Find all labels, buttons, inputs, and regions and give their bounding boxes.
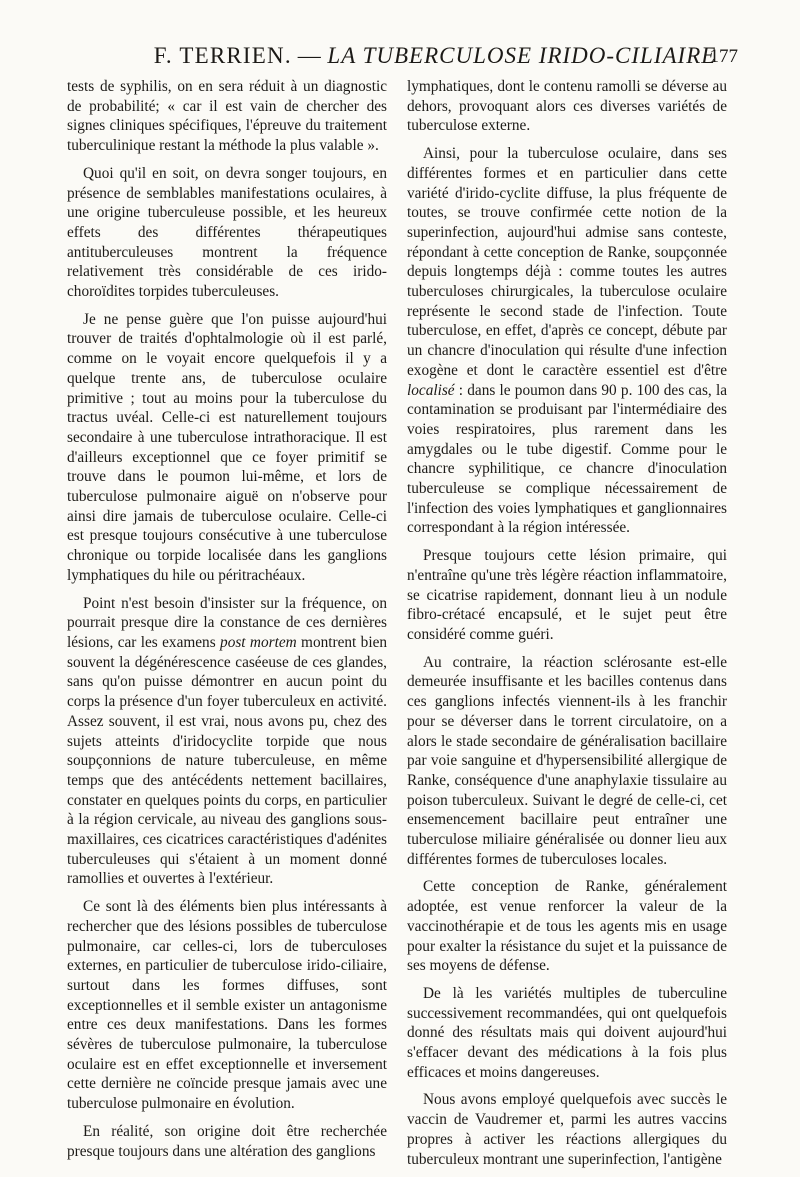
header-subject: LA TUBERCULOSE IRIDO-CILIAIRE <box>327 43 717 68</box>
running-title <box>145 43 725 69</box>
left-paragraph-4-emphasis: post mortem <box>220 633 297 651</box>
left-paragraph-6: En réalité, son origine doit être recherchée presque toujours dans une altération des ganglions <box>67 1122 387 1160</box>
left-column <box>67 77 387 1169</box>
header-author: F. TERRIEN. <box>153 43 292 68</box>
right-paragraph-5: Cette conception de Ranke, généralement adoptée, est venue renforcer la valeur de la vaccinothérapie et de tous les agents mis en usage pour exalter la résistance du sujet et la puissance de ses moyens de défense. <box>407 878 727 975</box>
right-paragraph-2-end: : dans le poumon dans 90 p. 100 des cas, la contamination se produisant par l'intermédiaire des voies respiratoires, plus rarement dans les amygdales ou le tube digestif. Comme pour le chancre syphilitique, ce chancre d'inoculation tuberculeuse se complique nécessairement de l'infection des voies lymphatiques et ganglionnaires correspondant à la région intéressée. <box>407 381 727 537</box>
right-paragraph-2-emphasis: localisé <box>407 381 455 399</box>
right-paragraph-3: Presque toujours cette lésion primaire, qui n'entraîne qu'une très légère réaction inflammatoire, se cicatrise rapidement, donnant lieu à un nodule fibro-crétacé encapsulé, et le sujet peut être considéré comme guéri. <box>407 547 727 643</box>
right-paragraph-1: lymphatiques, dont le contenu ramolli se déverse au dehors, provoquant alors ces diverses variétés de tuberculose externe. <box>407 78 727 135</box>
left-paragraph-5: Ce sont là des éléments bien plus intéressants à rechercher que des lésions possibles de tuberculose pulmonaire, car celles-ci, lors de tuberculoses externes, en particulier de tuberculose irido-ciliaire, surtout dans les formes diffuses, sont exceptionnelles et il semble exister un antagonisme entre ces deux manifestations. Dans les formes sévères de tuberculose pulmonaire, la tuberculose oculaire est en effet exceptionnelle et inversement cette dernière ne coïncide presque jamais avec une tuberculose pulmonaire en évolution. <box>67 898 387 1113</box>
right-paragraph-2-start: Ainsi, pour la tuberculose oculaire, dans ses différentes formes et en particulier dans cette variété d'irido-cyclite diffuse, la plus fréquente de toutes, se trouve confirmée cette notion de la superinfection, aujourd'hui admise sans conteste, répondant à cette conception de Ranke, soupçonnée depuis longtemps déjà : comme toutes les autres tuberculoses chirurgicales, la tuberculose oculaire représente le second stade de l'infection. Toute tuberculose, en effet, d'après ce concept, débute par un chancre d'inoculation qui résulte d'une infection exogène et dont le caractère essentiel est d'être <box>407 145 727 379</box>
right-paragraph-2 <box>407 144 727 538</box>
right-column <box>407 77 727 1177</box>
left-paragraph-3: Je ne pense guère que l'on puisse aujourd'hui trouver de traités d'ophtalmologie où il est parlé, comme on le voyait encore quelquefois il y a quelque trente ans, de tuberculose oculaire primitive ; tout au moins pour la tuberculose du tractus uvéal. Celle-ci est naturellement toujours secondaire à une tuberculose intrathoracique. Il est d'ailleurs exceptionnel que ce foyer primitif se trouve dans le poumon lui-même, et lors de tuberculose pulmonaire aiguë on n'observe pour ainsi dire jamais de tuberculose oculaire. Celle-ci est presque toujours consécutive à une tuberculose chronique ou torpide localisée dans les ganglions lymphatiques du hile ou péritrachéaux. <box>67 310 387 584</box>
left-paragraph-4-start: Point n'est besoin d'insister sur la fréquence, on pourrait presque dire la constance de ces dernières lésions, car les examens <box>67 594 387 651</box>
left-paragraph-4 <box>67 594 387 890</box>
running-header <box>62 43 738 73</box>
right-paragraph-7: Nous avons employé quelquefois avec succès le vaccin de Vaudremer et, parmi les autres vaccins propres à activer les réactions allergiques du tuberculeux montrant une superinfection, l'antigène <box>407 1091 727 1168</box>
page-number: 177 <box>709 46 738 67</box>
left-paragraph-1: tests de syphilis, on en sera réduit à un diagnostic de probabilité; « car il est vain de chercher des signes cliniques spécifiques, l'épreuve du traitement tuberculinique restant la méthode la plus valable ». <box>67 78 387 155</box>
header-dash: — <box>297 43 322 68</box>
right-paragraph-6: De là les variétés multiples de tuberculine successivement recommandées, qui ont quelquefois donné des résultats mais qui doivent aujourd'hui s'effacer devant des médications à la fois plus efficaces et moins dangereuses. <box>407 984 727 1081</box>
left-paragraph-2: Quoi qu'il en soit, on devra songer toujours, en présence de semblables manifestations oculaires, à une origine tuberculeuse possible, et les heureux effets des différentes thérapeutiques antituberculeuses montrent la fréquence relativement très considérable de ces irido-choroïdites torpides tuberculeuses. <box>67 164 387 301</box>
right-paragraph-4: Au contraire, la réaction sclérosante est-elle demeurée insuffisante et les bacilles contenus dans ces ganglions infectés viennent-ils à les franchir pour se déverser dans le torrent circulatoire, on a alors le stade secondaire de généralisation bacillaire par voie sanguine et d'hypersensibilité allergique de Ranke, conséquence d'une anaphylaxie tissulaire au poison tuberculeux. Suivant le degré de celle-ci, cet ensemencement bacillaire peut entraîner une tuberculose miliaire généralisée ou donner lieu aux différentes formes de tuberculoses locales. <box>407 653 727 868</box>
left-paragraph-4-end: montrent bien souvent la dégénérescence caséeuse de ces glandes, sans qu'on puisse démontrer en aucun point du corps la présence d'un foyer tuberculeux en activité. Assez souvent, il est vrai, nous avons pu, chez des sujets atteints d'iridocyclite torpide que nous soupçonnions de nature tuberculeuse, en même temps que des antécédents nettement bacillaires, constater en quelques points du corps, en particulier à la région cervicale, au niveau des ganglions sous-maxillaires, ces cicatrices caractéristiques d'adénites tuberculeuses qui s'étaient à un moment donné ramollies et ouvertes à l'extérieur. <box>67 633 388 888</box>
